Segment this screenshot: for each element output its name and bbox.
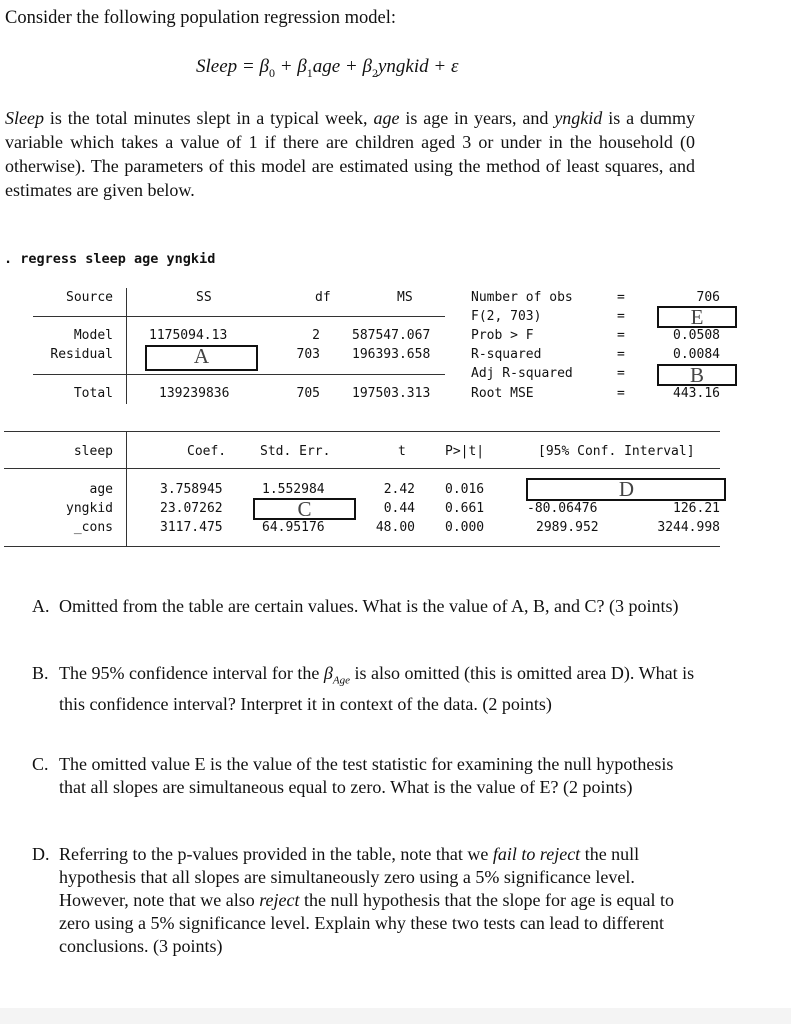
coef-top-rule <box>4 431 720 432</box>
omitted-box-b: B <box>657 364 737 386</box>
coef-row-cons-ci-low: 2989.952 <box>536 520 599 535</box>
stat-eq-probf: = <box>617 328 625 343</box>
stat-label-adjr2: Adj R-squared <box>471 366 573 381</box>
eq-lhs: Sleep = <box>196 56 260 77</box>
anova-header-ss: SS <box>196 290 212 305</box>
eq-var-yngkid: yngkid <box>377 56 429 77</box>
eq-plus2: + <box>340 56 363 77</box>
question-c <box>32 753 700 799</box>
eq-var-age: age <box>312 56 341 77</box>
coef-row-age-se: 1.552984 <box>262 482 325 497</box>
coef-row-cons-ci-high: 3244.998 <box>657 520 720 535</box>
coef-row-cons-p: 0.000 <box>445 520 485 535</box>
anova-row-total-ms: 197503.313 <box>352 386 431 401</box>
intro-text: Consider the following population regression model: <box>5 8 397 28</box>
anova-row-model-df: 2 <box>312 328 320 343</box>
question-a-text: Omitted from the table are certain values. What is the value of A, B, and C? (3 points) <box>59 596 679 616</box>
anova-row-residual-ms: 196393.658 <box>352 347 431 362</box>
question-c-text: The omitted value E is the value of the test statistic for examining the null hypothesis that all slopes are simultaneous equal to zero. What is the value of E? (2 points) <box>59 754 674 797</box>
coef-row-yngkid-t: 0.44 <box>383 501 415 516</box>
question-d <box>32 843 700 958</box>
para-age: age <box>373 108 400 128</box>
eq-beta2: β <box>362 56 372 77</box>
eq-beta0: β <box>259 56 269 77</box>
stat-label-probf: Prob > F <box>471 328 534 343</box>
question-b-beta-sub: Age <box>332 674 350 687</box>
coef-row-age-coef: 3.758945 <box>160 482 223 497</box>
question-a <box>32 595 700 618</box>
page-bottom-edge <box>0 1008 791 1024</box>
anova-row-model-label: Model <box>73 328 113 343</box>
coef-row-cons-se: 64.95176 <box>262 520 325 535</box>
question-d-text1: Referring to the p-values provided in the table, note that we <box>59 844 493 864</box>
eq-plus1: + <box>274 56 298 77</box>
coef-header-rule <box>4 468 720 469</box>
coef-row-age-name: age <box>89 482 113 497</box>
question-d-reject: reject <box>259 890 300 910</box>
coef-header-dep: sleep <box>73 444 113 459</box>
anova-row-residual-label: Residual <box>50 347 113 362</box>
stat-eq-adjr2: = <box>617 366 625 381</box>
anova-row-total-ss: 139239836 <box>159 386 230 401</box>
para-yngkid: yngkid <box>554 108 603 128</box>
coef-header-ci: [95% Conf. Interval] <box>538 444 695 459</box>
para-sleep: Sleep <box>5 108 44 128</box>
para-t2: is age in years, and <box>399 108 555 128</box>
stat-value-probf: 0.0508 <box>673 328 720 343</box>
anova-row-total-df: 705 <box>296 386 320 401</box>
stata-command: . regress sleep age yngkid <box>4 251 216 267</box>
para-t1: is the total minutes slept in a typical week, <box>43 108 374 128</box>
eq-tail: + ε <box>428 56 459 77</box>
question-b-letter: B. <box>32 663 49 683</box>
question-b-text1: The 95% confidence interval for the <box>59 663 324 683</box>
stat-label-rmse: Root MSE <box>471 386 534 401</box>
question-d-text2: the null hypothesis that all slopes are simultaneously zero using a 5% significance level. However, note that we also <box>59 844 640 910</box>
stat-eq-f: = <box>617 309 625 324</box>
anova-row-model-ms: 587547.067 <box>352 328 431 343</box>
stat-label-r2: R-squared <box>471 347 542 362</box>
question-b <box>32 662 700 716</box>
eq-beta1-sub: 1 <box>306 65 313 80</box>
stat-label-nobs: Number of obs <box>471 290 573 305</box>
stat-eq-rmse: = <box>617 386 625 401</box>
stat-label-f: F(2, 703) <box>471 309 542 324</box>
anova-vertical-rule <box>126 288 127 404</box>
stat-value-rmse: 443.16 <box>673 386 720 401</box>
coef-row-age-t: 2.42 <box>383 482 415 497</box>
question-c-letter: C. <box>32 754 49 774</box>
coef-row-cons-t: 48.00 <box>375 520 415 535</box>
question-b-beta: β <box>323 663 333 683</box>
anova-total-rule <box>33 374 445 375</box>
coef-row-yngkid-name: yngkid <box>66 501 113 516</box>
anova-header-ms: MS <box>397 290 413 305</box>
eq-beta0-sub: 0 <box>268 65 275 80</box>
coef-vertical-rule <box>126 431 127 547</box>
coef-header-se: Std. Err. <box>260 444 331 459</box>
anova-header-source: Source <box>66 290 113 305</box>
para-t3: is a dummy variable which takes a value of 1 if there are children aged 3 or under in the household (0 otherwise). The parameters of this model are estimated using the method of least squares, and estimates are given below. <box>5 108 696 200</box>
stat-eq-nobs: = <box>617 290 625 305</box>
question-a-letter: A. <box>32 596 50 616</box>
omitted-box-c: C <box>253 498 356 520</box>
omitted-box-e: E <box>657 306 737 328</box>
anova-row-residual-df: 703 <box>296 347 320 362</box>
coef-header-p: P>|t| <box>445 444 485 459</box>
stat-value-nobs: 706 <box>696 290 720 305</box>
anova-header-rule <box>33 316 445 317</box>
stat-value-r2: 0.0084 <box>673 347 720 362</box>
coef-row-yngkid-p: 0.661 <box>445 501 485 516</box>
anova-row-model-ss: 1175094.13 <box>149 328 228 343</box>
eq-beta1: β <box>297 56 307 77</box>
eq-beta2-sub: 2 <box>371 65 378 80</box>
coef-row-yngkid-ci-low: -80.06476 <box>527 501 598 516</box>
anova-header-df: df <box>315 290 331 305</box>
omitted-box-d: D <box>526 478 726 501</box>
anova-row-total-label: Total <box>73 386 113 401</box>
coef-row-yngkid-ci-high: 126.21 <box>673 501 720 516</box>
coef-header-coef: Coef. <box>187 444 227 459</box>
question-d-fail-to-reject: fail to reject <box>492 844 581 864</box>
question-b-text2: is also omitted (this is omitted area D). What is this confidence interval? Interpret it in context of the data. (2 points) <box>59 663 695 714</box>
coef-row-cons-coef: 3117.475 <box>160 520 223 535</box>
regression-equation <box>196 56 458 81</box>
question-d-letter: D. <box>32 844 50 864</box>
coef-row-yngkid-coef: 23.07262 <box>160 501 223 516</box>
description-paragraph <box>5 106 695 202</box>
coef-header-t: t <box>398 444 406 459</box>
omitted-box-a: A <box>145 345 258 371</box>
stat-eq-r2: = <box>617 347 625 362</box>
question-d-text3: the null hypothesis that the slope for age is equal to zero using a 5% significance level. Explain why these two tests can lead to different conclusions. (3 points) <box>59 890 674 956</box>
coef-row-age-p: 0.016 <box>445 482 485 497</box>
coef-row-cons-name: _cons <box>73 520 113 535</box>
coef-bottom-rule <box>4 546 720 547</box>
